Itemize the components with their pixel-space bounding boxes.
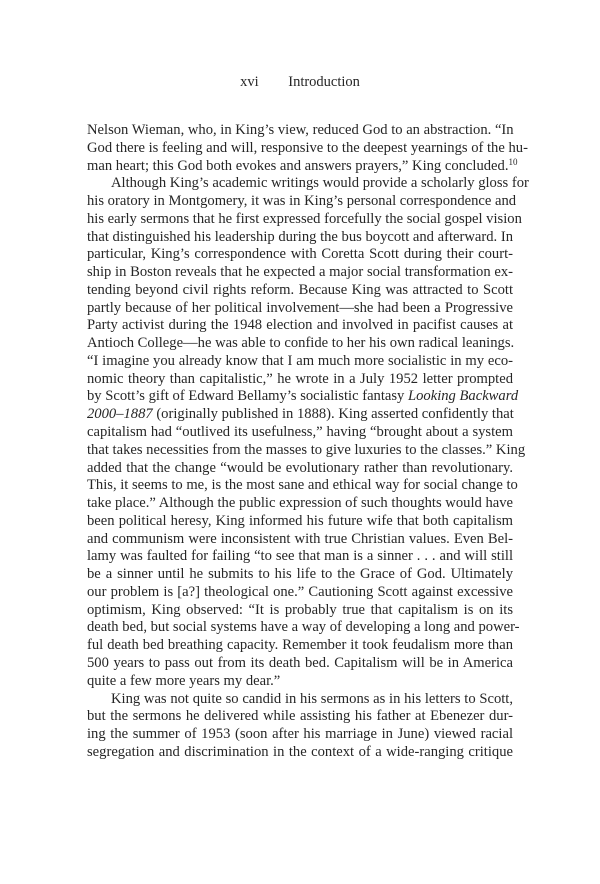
text-line	[87, 300, 513, 318]
text-segment: death bed, but social systems have a way of developing a long and power-	[87, 619, 520, 636]
text-segment: that distinguished his leadership during the bus boycott and afterward. In	[87, 228, 513, 245]
footnote-marker: 10	[508, 156, 518, 167]
text-line	[87, 602, 513, 620]
text-line	[87, 193, 517, 211]
text-line	[87, 406, 513, 424]
text-segment: Antioch College—he was able to confide to her his own radical leanings.	[87, 335, 515, 352]
text-line	[87, 353, 513, 371]
text-line	[87, 122, 513, 140]
text-line	[87, 246, 513, 264]
text-segment: that takes necessities from the masses to give luxuries to the classes.” King	[87, 441, 526, 458]
text-line	[87, 388, 519, 406]
text-line	[87, 441, 526, 460]
text-line	[87, 139, 528, 158]
text-segment: (originally published in 1888). King asserted confidently that	[152, 406, 514, 423]
text-segment: man heart; this God both evokes and answers prayers,” King concluded.	[87, 157, 509, 174]
chapter-title: Introduction	[288, 74, 360, 90]
text-line	[87, 619, 520, 637]
text-segment: ful death bed breathing capacity. Remember it took feudalism more than	[87, 637, 513, 654]
text-segment: Nelson Wieman, who, in King’s view, reduced God to an abstraction. “In	[87, 122, 514, 138]
text-segment: Although King’s academic writings would provide a scholarly gloss for	[111, 175, 529, 192]
text-line	[87, 282, 513, 300]
text-segment: particular, King’s correspondence with Coretta Scott during their court-	[87, 246, 513, 263]
text-segment: Party activist during the 1948 election and involved in pacifist causes at	[87, 317, 513, 334]
text-segment: tending beyond civil rights reform. Because King was attracted to Scott	[87, 281, 513, 298]
text-line	[87, 424, 513, 442]
text-line	[87, 210, 522, 229]
text-segment: his oratory in Montgomery, it was in King’s personal correspondence and	[87, 193, 517, 210]
page-number: xvi	[240, 74, 259, 90]
text-line	[87, 477, 518, 495]
text-line	[87, 531, 513, 549]
text-segment: lamy was faulted for failing “to see that man is a sinner . . . and will still	[87, 548, 513, 565]
text-segment: “I imagine you already know that I am much more socialistic in my eco-	[87, 352, 513, 369]
text-line	[87, 513, 513, 531]
running-head	[0, 74, 600, 91]
text-segment: be a sinner until he submits to his life to the Grace of God. Ultimately	[87, 566, 513, 583]
text-segment: ing the summer of 1953 (soon after his marriage in June) viewed racial	[87, 726, 513, 743]
text-line	[87, 548, 513, 566]
text-line	[87, 566, 513, 584]
text-segment: take place.” Although the public expression of such thoughts would have	[87, 495, 513, 512]
italic-title: Looking Backward	[408, 388, 519, 405]
text-segment: his early sermons that he first expressed forcefully the social gospel vision	[87, 210, 522, 227]
text-line	[87, 744, 513, 762]
text-segment: King was not quite so candid in his sermons as in his letters to Scott,	[111, 690, 513, 707]
text-segment: optimism, King observed: “It is probably true that capitalism is on its	[87, 601, 513, 618]
text-segment: nomic theory than capitalistic,” he wrote in a July 1952 letter prompted	[87, 370, 513, 387]
text-line	[87, 708, 513, 726]
text-line	[87, 317, 513, 335]
text-segment: partly because of her political involvement—she had been a Progressive	[87, 299, 513, 316]
text-line	[87, 229, 513, 247]
body-text	[87, 122, 529, 762]
text-line	[87, 637, 513, 655]
text-line	[87, 264, 513, 282]
text-line	[87, 673, 513, 691]
italic-title: 2000–1887	[87, 406, 153, 423]
text-segment: This, it seems to me, is the most sane and ethical way for social change to	[87, 477, 518, 494]
text-line	[87, 726, 513, 744]
text-segment: 500 years to pass out from its death bed. Capitalism will be in America	[87, 654, 513, 671]
text-line	[87, 460, 513, 478]
text-segment: ship in Boston reveals that he expected a major social transformation ex-	[87, 264, 513, 281]
text-line	[87, 655, 513, 673]
text-segment: by Scott’s gift of Edward Bellamy’s socialistic fantasy	[87, 388, 409, 405]
text-line	[87, 371, 513, 389]
text-segment: been political heresy, King informed his future wife that both capitalism	[87, 512, 513, 529]
text-line	[87, 156, 518, 176]
text-segment: capitalism had “outlived its usefulness,” having “brought about a system	[87, 424, 513, 441]
text-segment: God there is feeling and will, responsive to the deepest yearnings of the hu-	[87, 139, 528, 156]
text-segment: quite a few more years my dear.”	[87, 672, 281, 689]
text-segment: but the sermons he delivered while assisting his father at Ebenezer dur-	[87, 708, 513, 725]
text-line	[87, 584, 513, 602]
text-line	[87, 495, 513, 513]
text-segment: segregation and discrimination in the context of a wide-ranging critique	[87, 743, 513, 760]
text-segment: and communism were inconsistent with true Christian values. Even Bel-	[87, 530, 513, 547]
text-line	[87, 335, 513, 353]
text-segment: added that the change “would be evolutionary rather than revolutionary.	[87, 459, 513, 476]
text-line	[87, 691, 513, 709]
text-segment: our problem is [a?] theological one.” Cautioning Scott against excessive	[87, 583, 513, 600]
text-line	[87, 175, 529, 193]
